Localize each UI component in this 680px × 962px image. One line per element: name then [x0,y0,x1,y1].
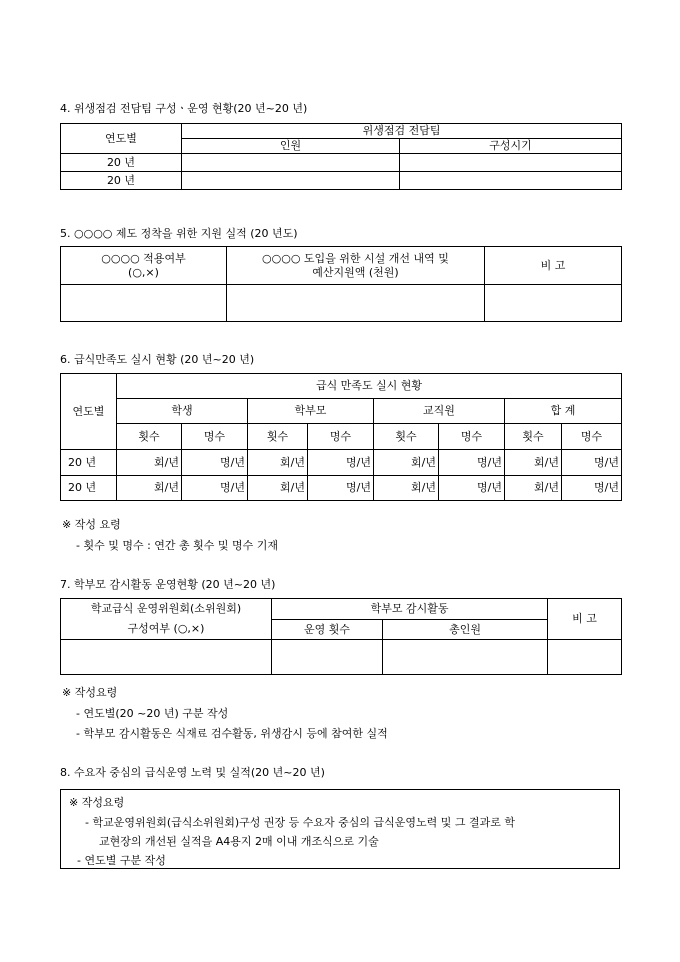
people-cell: 명/년 [182,476,248,501]
satisfaction-group-header: 급식 만족도 실시 현황 [117,374,622,399]
year-cell: 20 년 [61,172,182,190]
count-cell: 회/년 [248,450,308,476]
table-row [61,154,622,172]
people-cell: 명/년 [308,476,374,501]
apply-header-line2: (○,×) [128,265,159,279]
people-header: 명수 [308,424,374,450]
s7-note-line: - 연도별(20 ~20 년) 구분 작성 [76,707,229,720]
count-cell: 회/년 [505,450,562,476]
table-row [61,640,622,675]
monitoring-group-header: 학부모 감시활동 [272,599,548,620]
period-header: 구성시기 [400,139,622,154]
count-header: 횟수 [505,424,562,450]
count-header: 횟수 [248,424,308,450]
remark-header: 비 고 [485,247,622,285]
monitoring-table [60,598,622,675]
section-6-title: 6. 급식만족도 실시 현황 (20 년~20 년) [60,353,255,366]
total-people-header: 총인원 [383,620,548,640]
box-title: ※ 작성요령 [69,796,125,809]
members-header: 인원 [182,139,400,154]
people-header: 명수 [182,424,248,450]
group-total: 합 계 [505,399,622,424]
count-cell: 회/년 [505,476,562,501]
satisfaction-table [60,373,622,501]
box-line: - 연도별 구분 작성 [77,854,166,867]
year-cell: 20 년 [61,154,182,172]
committee-header-line2: 구성여부 (○,×) [127,622,205,635]
group-students: 학생 [117,399,248,424]
count-cell: 회/년 [374,476,439,501]
people-cell: 명/년 [308,450,374,476]
s6-note-line: - 횟수 및 명수 : 연간 총 횟수 및 명수 기재 [76,539,279,552]
year-cell: 20 년 [61,476,117,501]
people-cell: 명/년 [439,450,505,476]
count-cell: 회/년 [117,450,182,476]
col-year-header: 연도별 [61,124,182,154]
count-cell: 회/년 [117,476,182,501]
people-header: 명수 [562,424,622,450]
group-staff: 교직원 [374,399,505,424]
box-line: - 학교운영위원회(급식소위원회)구성 권장 등 수요자 중심의 급식운영노력 및 그 결과로 학 [85,816,516,829]
table-row [61,172,622,190]
remark-header: 비 고 [548,599,622,640]
group-parents: 학부모 [248,399,374,424]
people-cell: 명/년 [562,476,622,501]
facility-header-line2: 예산지원액 (천원) [312,265,399,279]
guideline-box [60,789,620,869]
committee-header [61,599,272,640]
table-row [61,285,622,322]
people-cell: 명/년 [182,450,248,476]
s6-note-title: ※ 작성 요령 [62,518,121,531]
support-table [60,246,622,322]
s7-note-title: ※ 작성요령 [62,686,118,699]
count-cell: 회/년 [374,450,439,476]
committee-header-line1: 학교급식 운영위원회(소위원회) [90,602,242,615]
section-7-title: 7. 학부모 감시활동 운영현황 (20 년~20 년) [60,578,276,591]
section-8-title: 8. 수요자 중심의 급식운영 노력 및 실적(20 년~20 년) [60,766,325,779]
section-4-title: 4. 위생점검 전담팀 구성ㆍ운영 현황(20 년~20 년) [60,102,308,115]
year-cell: 20 년 [61,450,117,476]
facility-header-line1: ○○○○ 도입을 위한 시설 개선 내역 및 [262,251,449,265]
people-cell: 명/년 [439,476,505,501]
team-group-header: 위생점검 전담팀 [182,124,622,139]
apply-header [61,247,227,285]
apply-header-line1: ○○○○ 적용여부 [101,251,186,265]
table-row [61,450,622,476]
count-header: 횟수 [374,424,439,450]
people-cell: 명/년 [562,450,622,476]
count-cell: 회/년 [248,476,308,501]
s7-note-line: - 학부모 감시활동은 식재료 검수활동, 위생감시 등에 참여한 실적 [76,727,388,740]
box-line: 교현장의 개선된 실적을 A4용지 2매 이내 개조식으로 기술 [99,835,379,848]
ops-count-header: 운영 횟수 [272,620,383,640]
table-row [61,476,622,501]
facility-header [227,247,485,285]
count-header: 횟수 [117,424,182,450]
team-table [60,123,622,190]
people-header: 명수 [439,424,505,450]
section-5-title: 5. ○○○○ 제도 정착을 위한 지원 실적 (20 년도) [60,227,298,240]
col-year-header: 연도별 [61,374,117,450]
